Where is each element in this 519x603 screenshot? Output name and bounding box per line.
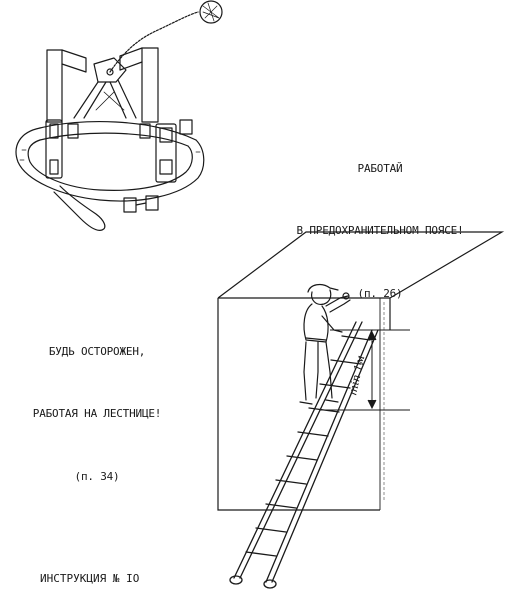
belt-caption: [275, 117, 485, 326]
safety-harness-icon: [16, 1, 222, 230]
ladder-caption: [12, 300, 182, 509]
belt-caption-line2: В ПРЕДОХРАНИТЕЛЬНОМ ПОЯСЕ!: [296, 224, 464, 238]
belt-caption-line3: (п. 26): [357, 287, 403, 301]
ladder-caption-line2: РАБОТАЯ НА ЛЕСТНИЦЕ!: [32, 407, 162, 421]
dimension-label: min 1м: [346, 354, 368, 397]
ladder-caption-line1: БУДЬ ОСТОРОЖЕН,: [48, 344, 146, 358]
ladder-caption-line3: (п. 34): [74, 470, 120, 484]
belt-caption-line1: РАБОТАЙ: [357, 161, 403, 175]
instruction-number: ИНСТРУКЦИЯ № IO: [40, 572, 140, 585]
